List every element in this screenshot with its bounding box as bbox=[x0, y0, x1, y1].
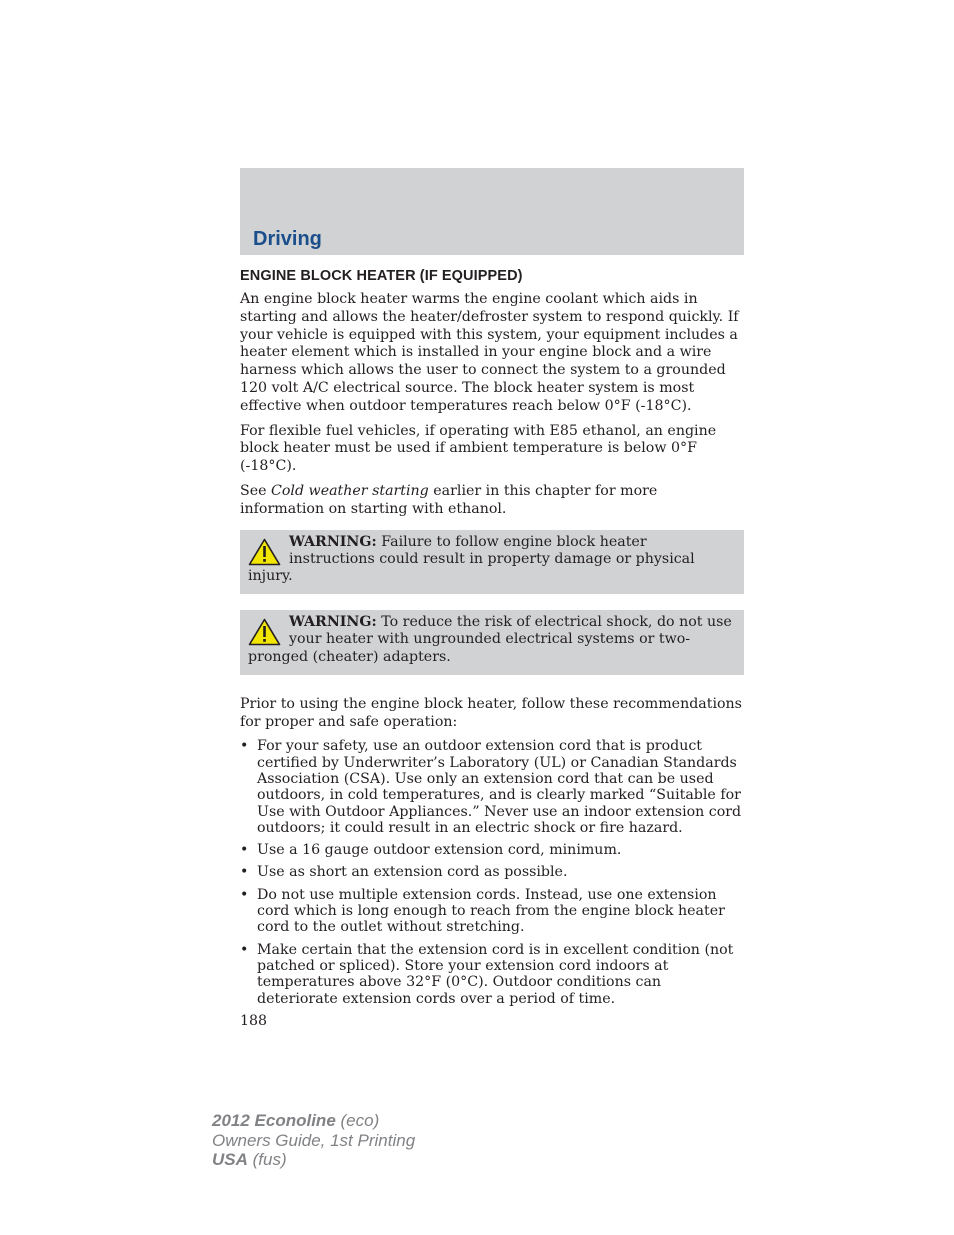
warning-triangle-icon bbox=[248, 618, 281, 646]
recommendations-list bbox=[240, 738, 744, 1006]
list-item-text: For your safety, use an outdoor extension cord that is product certified by Underwriter’s Laboratory (UL) or Canadian Standards Association (CSA). Use only an extension cord that can be used outdoors, in cold temperatures, and is clearly marked “Suitable for Use with Outdoor Appliances.” Never use an indoor extension cord outdoors; it could result in an electric shock or fire hazard. bbox=[257, 738, 742, 836]
footer-line-model bbox=[212, 1111, 415, 1131]
list-item-text: Use a 16 gauge outdoor extension cord, minimum. bbox=[257, 842, 622, 859]
list-item bbox=[240, 738, 744, 836]
cross-reference-link: Cold weather starting bbox=[271, 482, 429, 499]
bullet: • bbox=[240, 738, 249, 755]
list-item-text: Make certain that the extension cord is in excellent condition (not patched or spliced). Store your extension cord indoors at temperatures above 32°F (0°C). Outdoor conditions can deteriorate extension cords over a period of time. bbox=[257, 941, 734, 1007]
list-item bbox=[240, 864, 744, 880]
section-heading: ENGINE BLOCK HEATER (IF EQUIPPED) bbox=[240, 268, 523, 284]
footer-market: USA bbox=[212, 1150, 248, 1169]
footer-line-market bbox=[212, 1150, 415, 1170]
warning-box-electrical-shock bbox=[240, 610, 744, 675]
intro-paragraph: An engine block heater warms the engine coolant which aids in starting and allows the heater/defroster system to respond quickly. If your vehicle is equipped with this system, your equipment includes a heater element which is installed in your engine block and a wire harness which allows the user to connect the system to a grounded 120 volt A/C electrical source. The block heater system is most effective when outdoor temperatures reach below 0°F (-18°C). bbox=[240, 291, 739, 414]
footer-market-code: (fus) bbox=[247, 1150, 287, 1169]
warning-label: WARNING: bbox=[289, 533, 377, 550]
bullet: • bbox=[240, 886, 249, 903]
list-item-text: Do not use multiple extension cords. Instead, use one extension cord which is long enough to reach from the engine block heater cord to the outlet without stretching. bbox=[257, 886, 725, 936]
list-item bbox=[240, 942, 744, 1007]
list-item bbox=[240, 887, 744, 936]
document-footer bbox=[212, 1111, 415, 1170]
warning-text: To reduce the risk of electrical shock, do not use your heater with ungrounded electrical systems or two-pronged (cheater) adapters. bbox=[248, 614, 732, 665]
page-number: 188 bbox=[240, 1012, 268, 1029]
bullet: • bbox=[240, 864, 249, 881]
warning-box-property-damage bbox=[240, 530, 744, 595]
flex-fuel-paragraph: For flexible fuel vehicles, if operating with E85 ethanol, an engine block heater must be used if ambient temperature is below 0°F (-18°C). bbox=[240, 422, 717, 475]
list-item bbox=[240, 842, 744, 858]
see-prefix: See bbox=[240, 482, 272, 499]
see-also-paragraph bbox=[240, 483, 744, 519]
warning-label: WARNING: bbox=[289, 614, 377, 631]
prior-paragraph: Prior to using the engine block heater, follow these recommendations for proper and safe operation: bbox=[240, 695, 742, 730]
page-content bbox=[240, 268, 744, 1030]
footer-model-code: (eco) bbox=[335, 1111, 380, 1130]
bullet: • bbox=[240, 842, 249, 859]
chapter-header-band bbox=[240, 168, 744, 255]
footer-model: 2012 Econoline bbox=[212, 1111, 336, 1130]
chapter-title: Driving bbox=[253, 228, 322, 250]
warning-triangle-icon bbox=[248, 538, 281, 566]
see-suffix: earlier in this chapter for more information on starting with ethanol. bbox=[240, 482, 658, 517]
warning-text: Failure to follow engine block heater instructions could result in property damage or physical injury. bbox=[248, 533, 695, 584]
bullet: • bbox=[240, 941, 249, 958]
list-item-text: Use as short an extension cord as possible. bbox=[257, 864, 568, 881]
footer-line-edition: Owners Guide, 1st Printing bbox=[212, 1130, 416, 1150]
